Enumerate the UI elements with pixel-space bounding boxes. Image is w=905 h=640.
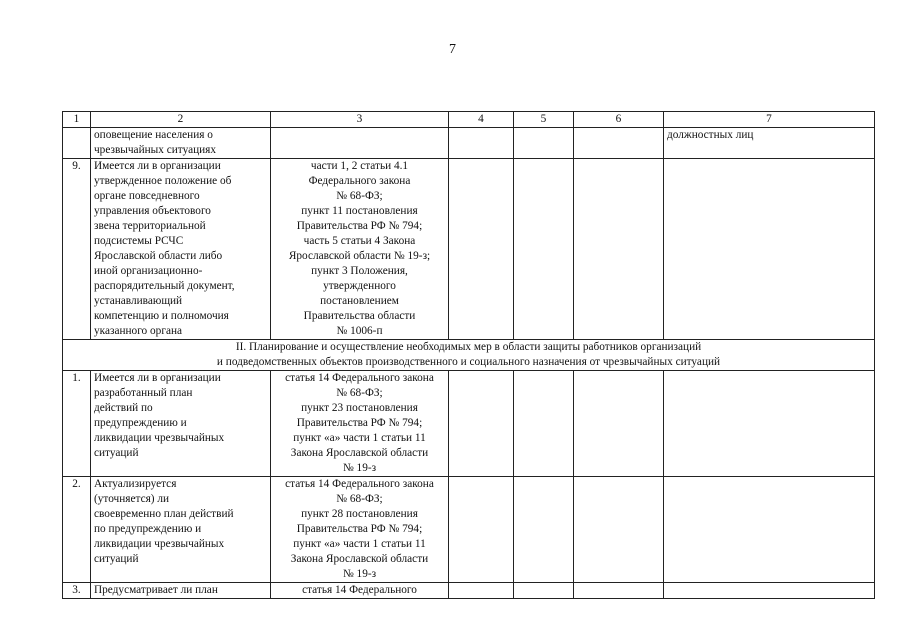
col-6-cell: [574, 371, 664, 477]
col-4-cell: [449, 477, 514, 583]
table-header-row: [63, 112, 875, 128]
section-heading: II. Планирование и осуществление необходимых мер в области защиты работников организаций и подведомственных объектов производственного и социального назначения от чрезвычайных ситуаций: [63, 340, 875, 371]
question-cell: Актуализируется (уточняется) ли своевременно план действий по предупреждению и ликвидации чрезвычайных ситуаций: [91, 477, 271, 583]
legal-basis-cell: части 1, 2 статьи 4.1 Федерального закона № 68-ФЗ; пункт 11 постановления Правительства РФ № 794; часть 5 статьи 4 Закона Ярославской области № 19-з; пункт 3 Положения, утвержденного постановлением Правительства области № 1006-п: [271, 159, 449, 340]
col-4-cell: [449, 583, 514, 599]
table-row-continuation: [63, 128, 875, 159]
col-6-cell: [574, 477, 664, 583]
table-row-1: [63, 371, 875, 477]
col-7-cell: должностных лиц: [664, 128, 875, 159]
col-5-cell: [514, 371, 574, 477]
header-col-6: 6: [574, 112, 664, 128]
table-row-3: [63, 583, 875, 599]
col-5-cell: [514, 477, 574, 583]
col-4-cell: [449, 159, 514, 340]
question-cell: оповещение населения о чрезвычайных ситуациях: [91, 128, 271, 159]
row-number: 3.: [63, 583, 91, 599]
row-number: 9.: [63, 159, 91, 340]
table-row-2: [63, 477, 875, 583]
header-col-4: 4: [449, 112, 514, 128]
question-cell: Имеется ли в организации разработанный план действий по предупреждению и ликвидации чрезвычайных ситуаций: [91, 371, 271, 477]
header-col-5: 5: [514, 112, 574, 128]
header-col-3: 3: [271, 112, 449, 128]
checklist-table: [62, 111, 875, 599]
col-5-cell: [514, 128, 574, 159]
col-5-cell: [514, 159, 574, 340]
col-5-cell: [514, 583, 574, 599]
col-4-cell: [449, 371, 514, 477]
col-7-cell: [664, 159, 875, 340]
col-7-cell: [664, 477, 875, 583]
legal-basis-cell: [271, 128, 449, 159]
header-col-2: 2: [91, 112, 271, 128]
page-number: 7: [449, 42, 456, 57]
col-4-cell: [449, 128, 514, 159]
col-7-cell: [664, 583, 875, 599]
col-6-cell: [574, 159, 664, 340]
col-6-cell: [574, 128, 664, 159]
legal-basis-cell: статья 14 Федерального закона № 68-ФЗ; пункт 28 постановления Правительства РФ № 794; пункт «а» части 1 статьи 11 Закона Ярославской области № 19-з: [271, 477, 449, 583]
section-heading-row: [63, 340, 875, 371]
header-col-1: 1: [63, 112, 91, 128]
legal-basis-cell: статья 14 Федерального закона № 68-ФЗ; пункт 23 постановления Правительства РФ № 794; пункт «а» части 1 статьи 11 Закона Ярославской области № 19-з: [271, 371, 449, 477]
question-cell: Предусматривает ли план: [91, 583, 271, 599]
header-col-7: 7: [664, 112, 875, 128]
question-cell: Имеется ли в организации утвержденное положение об органе повседневного управления объектового звена территориальной подсистемы РСЧС Ярославской области либо иной организационно- распорядительный документ, устанавливающий компетенцию и полномочия указанного органа: [91, 159, 271, 340]
row-number: [63, 128, 91, 159]
legal-basis-cell: статья 14 Федерального: [271, 583, 449, 599]
row-number: 1.: [63, 371, 91, 477]
col-7-cell: [664, 371, 875, 477]
col-6-cell: [574, 583, 664, 599]
row-number: 2.: [63, 477, 91, 583]
table-row-9: [63, 159, 875, 340]
